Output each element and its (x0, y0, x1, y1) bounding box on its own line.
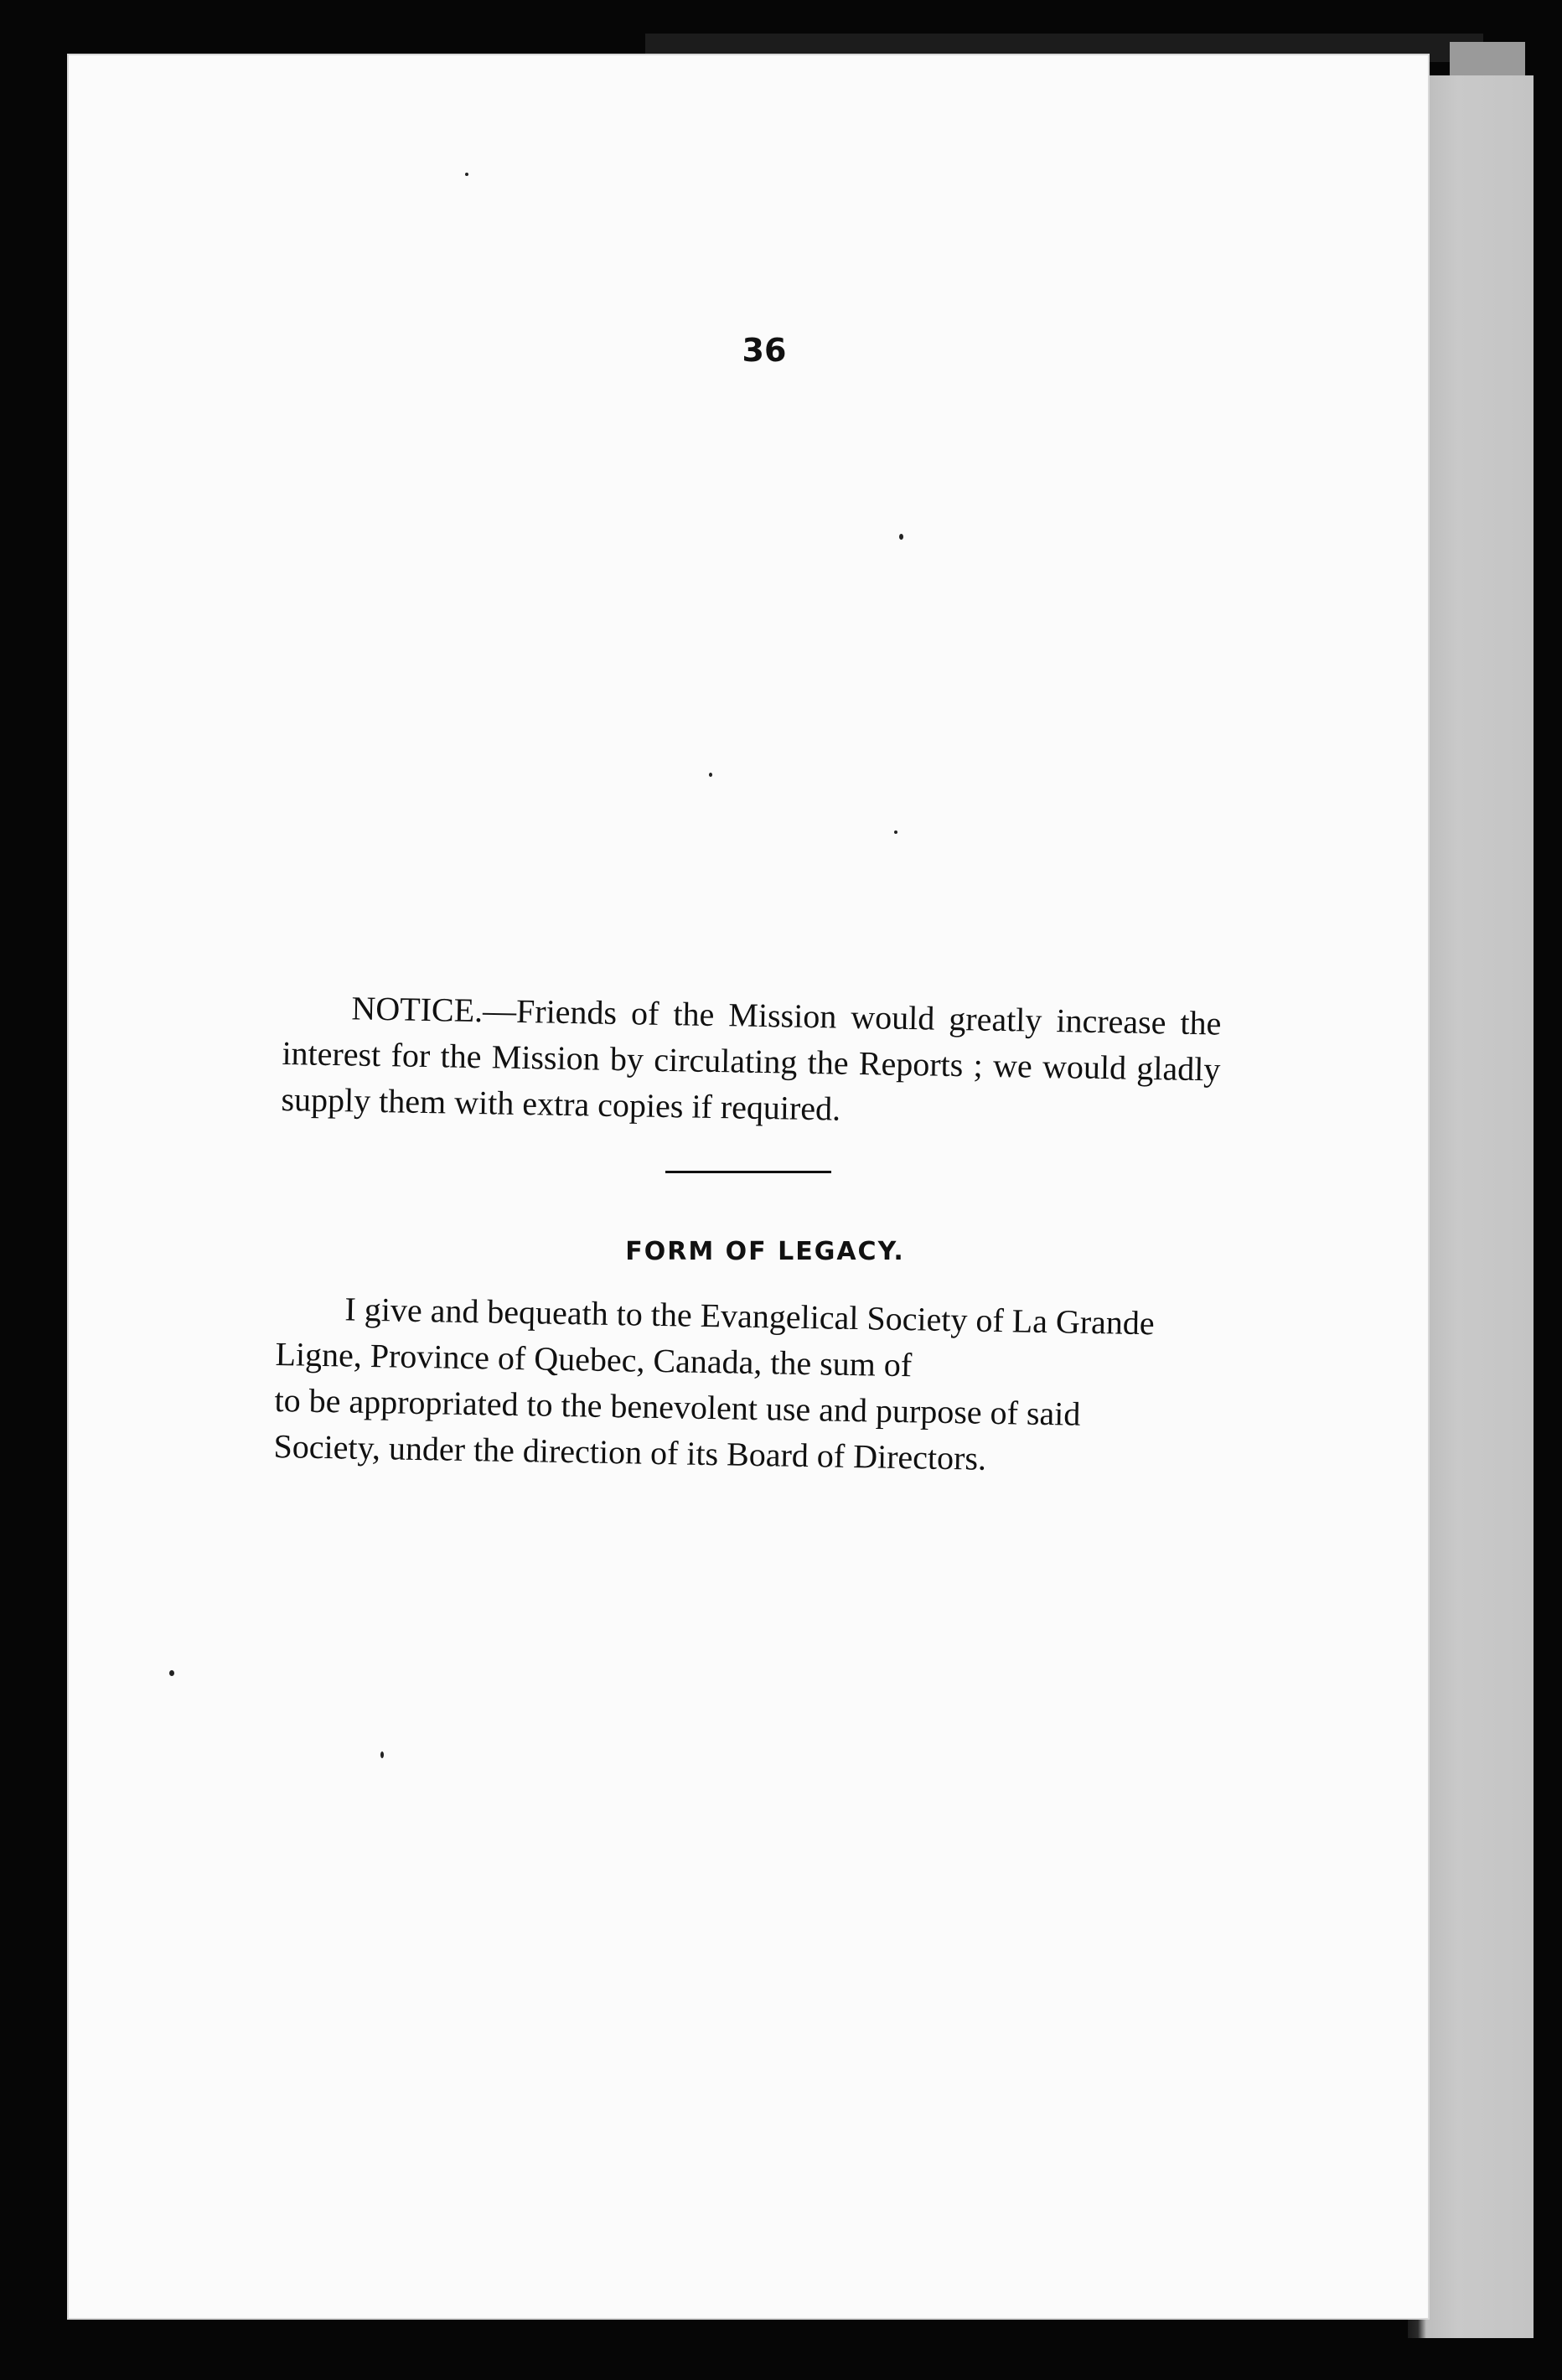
scan-speck (894, 830, 897, 834)
legacy-line: Ligne, Province of Quebec, Canada, the sum of (275, 1334, 913, 1384)
legacy-line: Society, under the direction of its Board of Directors. (273, 1426, 987, 1477)
book-page (69, 55, 1428, 2318)
notice-paragraph: NOTICE.—Friends of the Mission would greatly increase the interest for the Mission by circulating the Reports ; we would gladly supply them with extra copies if required. (281, 989, 1222, 1128)
form-of-legacy-text (273, 1285, 1215, 1486)
legacy-line: to be appropriated to the benevolent use and purpose of said (274, 1380, 1081, 1433)
section-divider (665, 1171, 831, 1173)
page-number: 36 (742, 332, 787, 369)
scan-speck (899, 534, 903, 540)
scan-speck (380, 1751, 384, 1758)
scan-speck (169, 1670, 174, 1676)
scan-speck (465, 173, 468, 176)
scan-speck (709, 773, 712, 777)
form-of-legacy-heading: FORM OF LEGACY. (625, 1237, 905, 1266)
legacy-line: I give and bequeath to the Evangelical Society of La Grande (344, 1290, 1156, 1343)
